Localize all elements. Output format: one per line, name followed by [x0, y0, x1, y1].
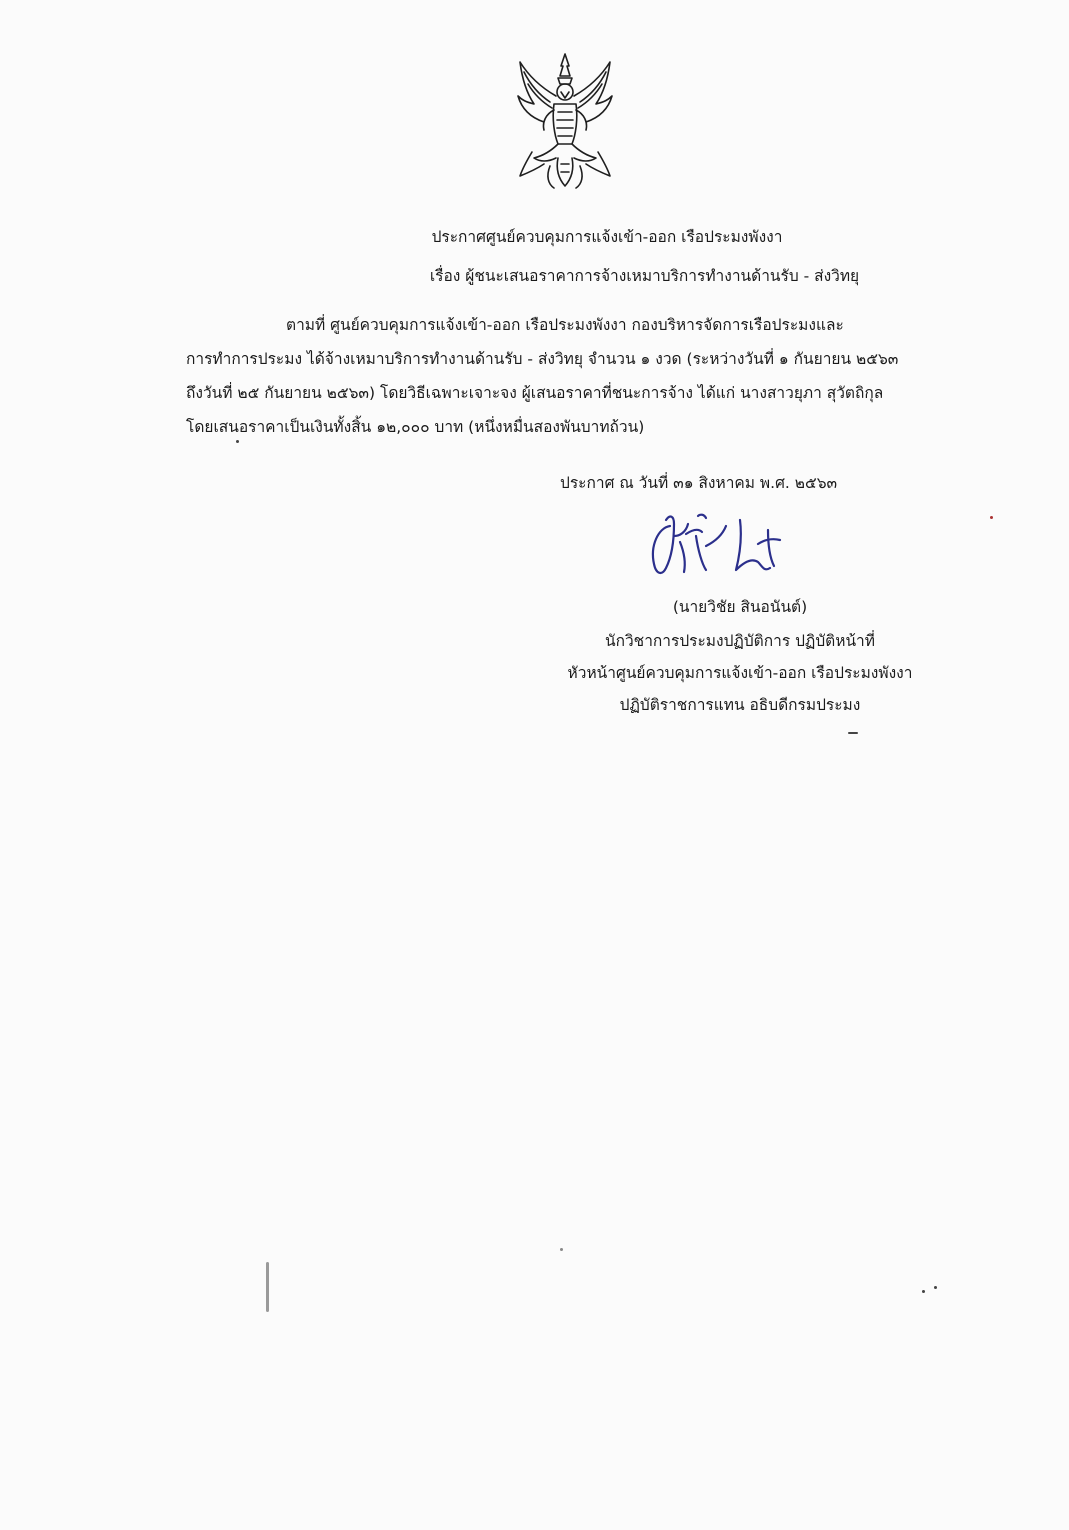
body-paragraph-line: ตามที่ ศูนย์ควบคุมการแจ้งเข้า-ออก เรือประมงพังงา กองบริหารจัดการเรือประมงและ: [286, 316, 844, 334]
scan-speck: [560, 1248, 563, 1251]
body-paragraph-line: ถึงวันที่ ๒๕ กันยายน ๒๕๖๓) โดยวิธีเฉพาะเจาะจง ผู้เสนอราคาที่ชนะการจ้าง ได้แก่ นางสาวยุภา สุวัตถิกุล: [186, 384, 884, 402]
scan-speck: [236, 440, 239, 443]
signer-position: หัวหน้าศูนย์ควบคุมการแจ้งเข้า-ออก เรือประมงพังงา: [567, 664, 913, 682]
announcement-date: ประกาศ ณ วันที่ ๓๑ สิงหาคม พ.ศ. ๒๕๖๓: [560, 474, 838, 492]
body-paragraph-line: การทำการประมง ได้จ้างเหมาบริการทำงานด้านรับ - ส่งวิทยุ จำนวน ๑ งวด (ระหว่างวันที่ ๑ กันยายน ๒๕๖๓: [186, 350, 899, 368]
body-paragraph-line: โดยเสนอราคาเป็นเงินทั้งสิ้น ๑๒,๐๐๐ บาท (หนึ่งหมื่นสองพันบาทถ้วน): [186, 418, 645, 436]
scan-speck: [266, 1262, 269, 1312]
garuda-emblem-icon: [512, 52, 618, 192]
signer-name: (นายวิชัย สินอนันต์): [672, 598, 808, 616]
announcement-subject: เรื่อง ผู้ชนะเสนอราคาการจ้างเหมาบริการทำงานด้านรับ - ส่งวิทยุ: [429, 267, 860, 285]
announcement-title: ประกาศศูนย์ควบคุมการแจ้งเข้า-ออก เรือประมงพังงา: [431, 228, 783, 246]
signer-position: นักวิชาการประมงปฏิบัติการ ปฏิบัติหน้าที่: [605, 632, 875, 650]
handwritten-signature: [640, 506, 790, 586]
scan-speck: [848, 732, 858, 734]
scan-speck: [934, 1286, 937, 1289]
signer-position: ปฏิบัติราชการแทน อธิบดีกรมประมง: [619, 696, 861, 714]
scan-speck: [990, 516, 993, 519]
scan-speck: [922, 1290, 925, 1293]
